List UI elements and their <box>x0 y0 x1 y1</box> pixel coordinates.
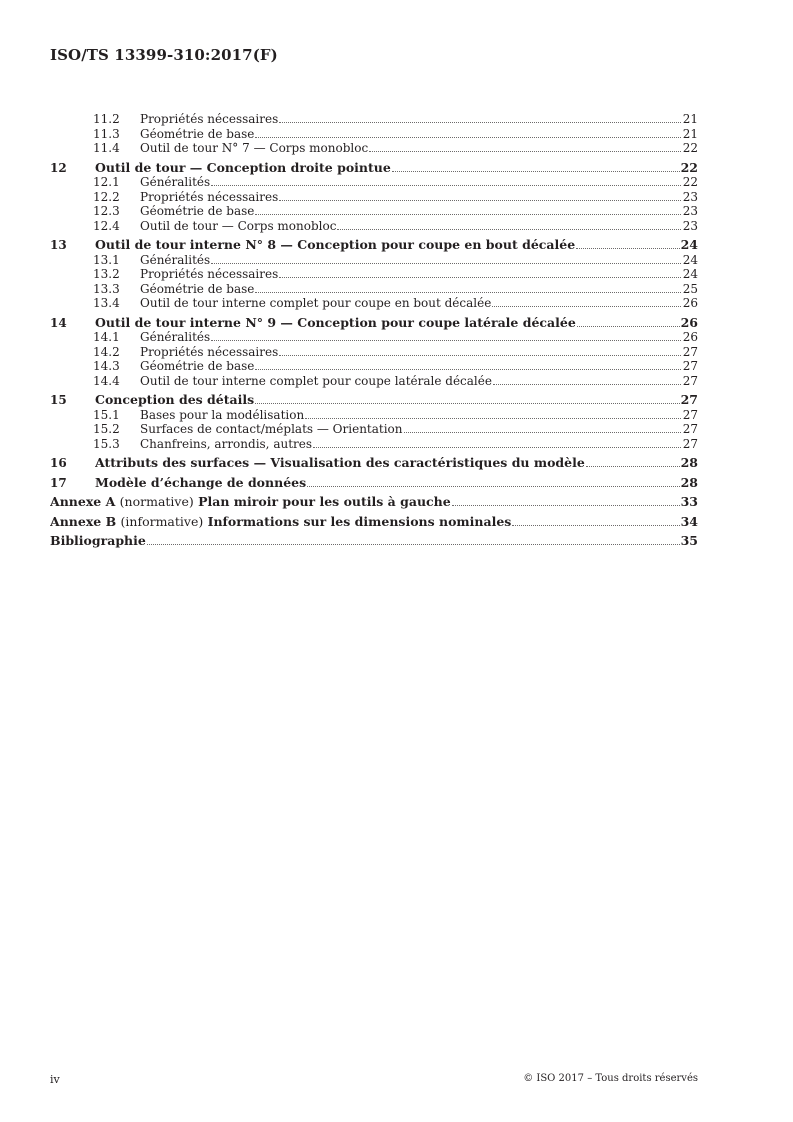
toc-dot-leader <box>577 326 680 327</box>
toc-entry-title: Conception des détails <box>95 393 255 407</box>
annex-title-text: Informations sur les dimensions nominales <box>207 514 512 529</box>
toc-dot-leader <box>337 229 681 230</box>
table-of-contents <box>50 112 698 549</box>
toc-entry-number: 14.2 <box>93 344 120 359</box>
toc-entry-number: 13.3 <box>93 281 120 296</box>
toc-entry-title: Géométrie de base <box>140 126 255 141</box>
toc-entry-page: 34 <box>680 513 698 529</box>
toc-entry-number: 13.2 <box>93 267 120 281</box>
toc-entry-title: Géométrie de base <box>140 281 255 296</box>
toc-entry-number: 14.1 <box>93 330 120 344</box>
toc-entry-number: 11.4 <box>93 141 120 155</box>
annex-kind: (informative) <box>120 514 204 529</box>
toc-annex[interactable] <box>50 515 698 530</box>
page-number: iv <box>50 1073 60 1086</box>
toc-dot-leader <box>305 418 681 419</box>
toc-clause[interactable] <box>50 393 698 408</box>
toc-entry-number: 12.2 <box>93 189 120 204</box>
toc-clause[interactable] <box>50 238 698 253</box>
toc-entry-number: 14.4 <box>93 373 120 388</box>
toc-entry-number: 17 <box>50 475 67 490</box>
toc-dot-leader <box>313 447 681 448</box>
toc-entry-title: Propriétés nécessaires <box>140 267 279 281</box>
toc-entry-page: 24 <box>680 237 698 252</box>
toc-entry-number: 15 <box>50 393 67 407</box>
toc-dot-leader <box>307 486 679 487</box>
toc-subclause[interactable] <box>50 408 698 423</box>
toc-entry-title: Bases pour la modélisation <box>140 407 305 422</box>
toc-subclause[interactable] <box>50 437 698 452</box>
toc-entry-number: 13.4 <box>93 296 120 310</box>
toc-dot-leader <box>392 171 680 172</box>
toc-entry-page: 28 <box>680 455 698 470</box>
toc-bibliography[interactable] <box>50 534 698 549</box>
toc-entry-page: 28 <box>680 474 698 490</box>
toc-entry-title: Outil de tour N° 7 — Corps monobloc <box>140 141 369 155</box>
toc-dot-leader <box>279 122 681 123</box>
toc-entry-title: Bibliographie <box>50 534 146 548</box>
toc-subclause[interactable] <box>50 253 698 268</box>
toc-dot-leader <box>211 185 681 186</box>
toc-clause[interactable] <box>50 161 698 176</box>
toc-entry-page: 27 <box>682 436 698 451</box>
toc-entry-title: Outil de tour interne complet pour coupe en bout décalée <box>140 296 492 310</box>
annex-label: Annexe A <box>50 495 116 509</box>
toc-entry-number: 15.2 <box>93 422 120 436</box>
toc-entry-title: Surfaces de contact/méplats — Orientation <box>140 422 403 436</box>
toc-entry-title: Outil de tour interne N° 8 — Conception pour coupe en bout décalée <box>95 238 576 252</box>
toc-entry-page: 26 <box>682 330 698 344</box>
annex-title-text: Plan miroir pour les outils à gauche <box>198 495 451 509</box>
toc-dot-leader <box>211 340 681 341</box>
toc-clause[interactable] <box>50 476 698 491</box>
toc-subclause[interactable] <box>50 374 698 389</box>
toc-entry-page: 35 <box>680 533 698 548</box>
toc-entry-title: Outil de tour — Conception droite pointue <box>95 160 391 175</box>
toc-dot-leader <box>147 544 680 545</box>
toc-dot-leader <box>492 306 681 307</box>
annex-kind: (normative) <box>119 495 194 509</box>
toc-entry-page: 27 <box>682 359 698 373</box>
toc-entry-page: 23 <box>682 189 698 204</box>
toc-entry-number: 14 <box>50 315 67 330</box>
toc-entry-number: 11.2 <box>93 112 120 126</box>
toc-entry-page: 26 <box>680 314 698 330</box>
toc-subclause[interactable] <box>50 219 698 234</box>
toc-entry-page: 23 <box>682 204 698 218</box>
toc-entry-title: Propriétés nécessaires <box>140 344 279 359</box>
toc-dot-leader <box>586 466 680 467</box>
toc-entry-title: Outil de tour — Corps monobloc <box>140 218 337 233</box>
toc-dot-leader <box>512 525 679 526</box>
toc-subclause[interactable] <box>50 190 698 205</box>
toc-entry-title: Généralités <box>140 175 211 189</box>
toc-dot-leader <box>576 248 679 249</box>
toc-entry-number: 15.3 <box>93 436 120 451</box>
toc-entry-title: Chanfreins, arrondis, autres <box>140 436 313 451</box>
toc-entry-page: 22 <box>680 159 698 175</box>
toc-subclause[interactable] <box>50 345 698 360</box>
toc-entry-page: 23 <box>682 218 698 233</box>
toc-entry-number: 12.4 <box>93 218 120 233</box>
toc-entry-number: 16 <box>50 456 67 470</box>
toc-subclause[interactable] <box>50 175 698 190</box>
toc-annex[interactable] <box>50 495 698 510</box>
toc-dot-leader <box>279 355 681 356</box>
toc-entry-title: Géométrie de base <box>140 359 255 373</box>
toc-dot-leader <box>255 137 681 138</box>
toc-entry-page: 22 <box>682 141 698 155</box>
toc-entry-page: 27 <box>682 344 698 359</box>
toc-entry-page: 27 <box>682 407 698 422</box>
toc-subclause[interactable] <box>50 422 698 437</box>
toc-entry-title: Propriétés nécessaires <box>140 189 279 204</box>
document-id: ISO/TS 13399-310:2017(F) <box>50 46 278 64</box>
toc-entry-title: Généralités <box>140 252 211 267</box>
toc-entry-title: Propriétés nécessaires <box>140 112 279 126</box>
toc-subclause[interactable] <box>50 267 698 282</box>
toc-entry-number: 13 <box>50 238 67 252</box>
toc-subclause[interactable] <box>50 141 698 156</box>
toc-entry-number: 14.3 <box>93 359 120 373</box>
toc-dot-leader <box>404 432 681 433</box>
toc-entry-title: Généralités <box>140 330 211 344</box>
toc-entry-number: 11.3 <box>93 126 120 141</box>
toc-dot-leader <box>493 384 681 385</box>
toc-entry-page: 22 <box>682 175 698 189</box>
toc-entry-number: 13.1 <box>93 252 120 267</box>
toc-entry-number: 15.1 <box>93 407 120 422</box>
toc-entry-page: 33 <box>680 494 698 509</box>
toc-subclause[interactable] <box>50 127 698 142</box>
toc-subclause[interactable] <box>50 359 698 374</box>
copyright-notice: © ISO 2017 – Tous droits réservés <box>523 1073 698 1084</box>
toc-annex-title <box>50 515 511 530</box>
toc-entry-title: Outil de tour interne complet pour coupe latérale décalée <box>140 373 492 388</box>
toc-subclause[interactable] <box>50 112 698 127</box>
toc-entry-page: 27 <box>680 392 698 407</box>
toc-clause[interactable] <box>50 316 698 331</box>
toc-dot-leader <box>255 403 679 404</box>
toc-entry-title: Géométrie de base <box>140 204 255 218</box>
toc-entry-page: 24 <box>682 252 698 267</box>
toc-subclause[interactable] <box>50 296 698 311</box>
toc-dot-leader <box>452 505 680 506</box>
toc-entry-page: 26 <box>682 296 698 310</box>
toc-entry-number: 12 <box>50 160 67 175</box>
toc-entry-title: Modèle d’échange de données <box>95 475 307 490</box>
toc-entry-title: Outil de tour interne N° 9 — Conception pour coupe latérale décalée <box>95 315 576 330</box>
toc-subclause[interactable] <box>50 330 698 345</box>
toc-dot-leader <box>369 151 681 152</box>
toc-entry-number: 12.1 <box>93 175 120 189</box>
toc-dot-leader <box>255 214 681 215</box>
toc-dot-leader <box>255 292 681 293</box>
toc-dot-leader <box>211 263 681 264</box>
toc-entry-page: 27 <box>682 373 698 388</box>
toc-subclause[interactable] <box>50 282 698 297</box>
toc-entry-page: 25 <box>682 281 698 296</box>
toc-entry-number: 12.3 <box>93 204 120 218</box>
toc-entry-page: 21 <box>682 112 698 126</box>
toc-annex-title <box>50 495 451 510</box>
toc-entry-page: 21 <box>682 126 698 141</box>
toc-dot-leader <box>279 200 681 201</box>
toc-entry-page: 24 <box>682 267 698 281</box>
toc-entry-page: 27 <box>682 422 698 436</box>
annex-label: Annexe B <box>50 514 117 529</box>
toc-dot-leader <box>279 277 681 278</box>
toc-clause[interactable] <box>50 456 698 471</box>
toc-dot-leader <box>255 369 681 370</box>
toc-entry-title: Attributs des surfaces — Visualisation des caractéristiques du modèle <box>95 456 585 470</box>
toc-subclause[interactable] <box>50 204 698 219</box>
